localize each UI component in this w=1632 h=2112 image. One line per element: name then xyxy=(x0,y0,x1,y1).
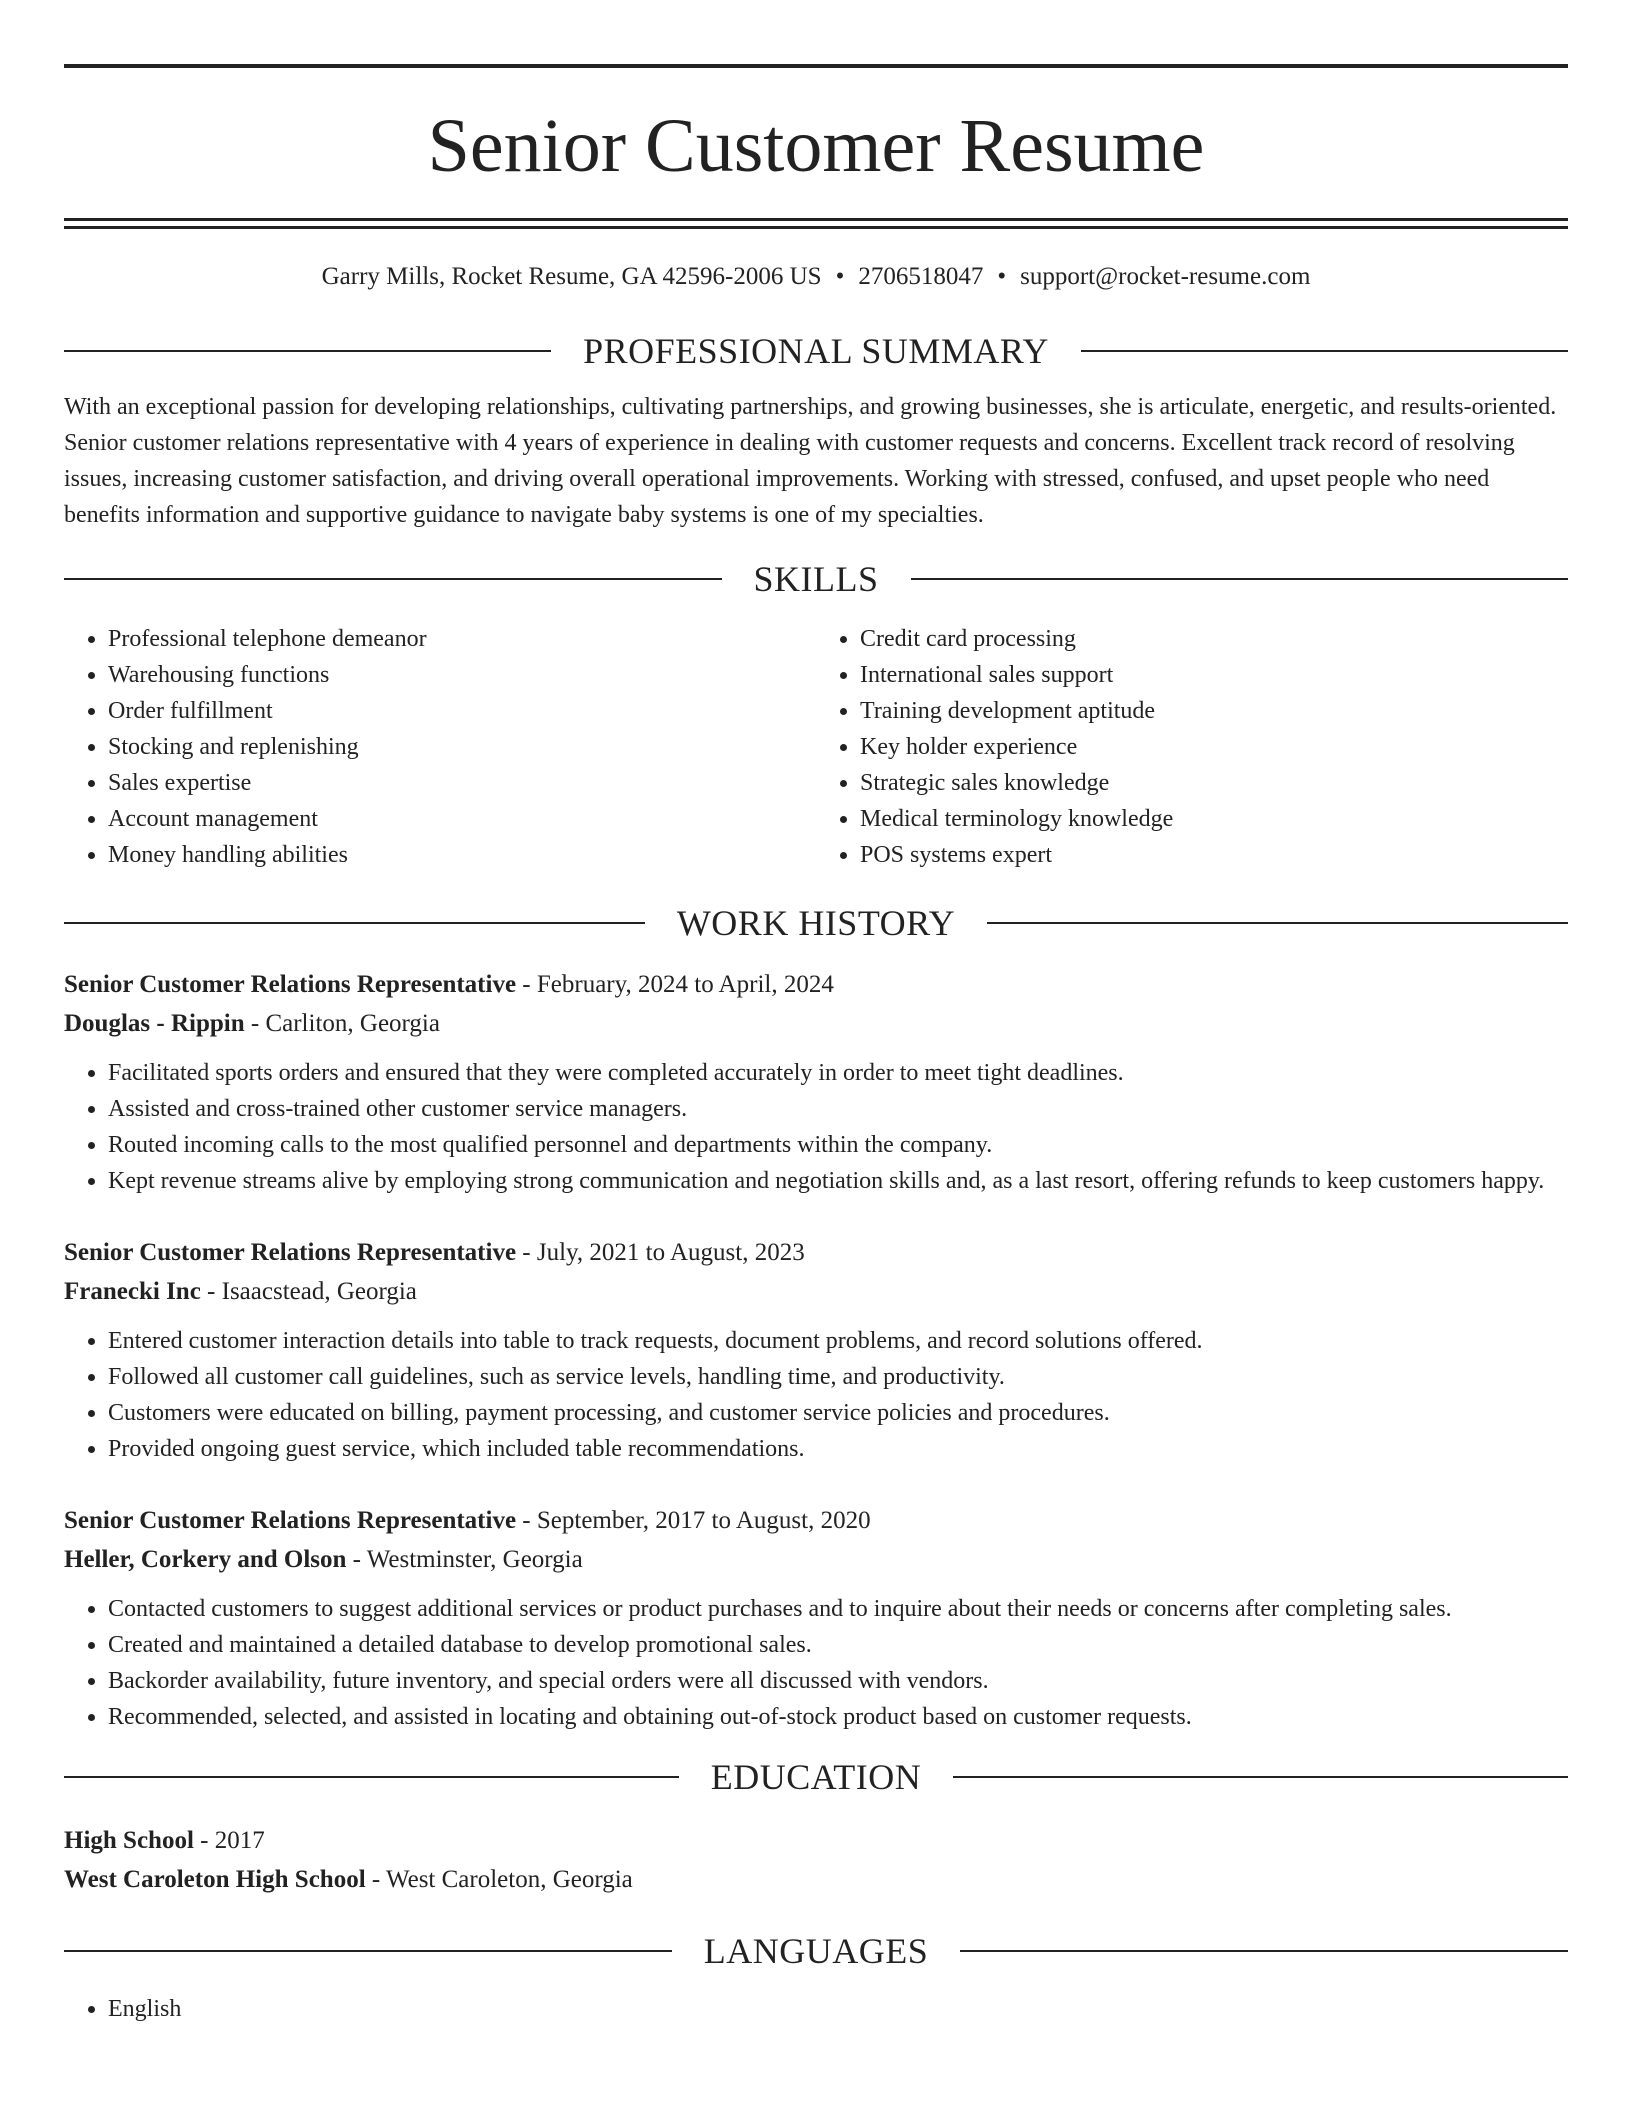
job-location: - Isaacstead, Georgia xyxy=(200,1278,417,1305)
section-rule xyxy=(987,922,1568,924)
skill-item: • Stocking and replenishing xyxy=(108,729,816,765)
job-bullet: • Facilitated sports orders and ensured that they were completed accurately in order to meet tight deadlines. xyxy=(108,1055,1568,1091)
skill-item: • Account management xyxy=(108,801,816,837)
job-bullet: • Followed all customer call guidelines, such as service levels, handling time, and productivity. xyxy=(108,1359,1568,1395)
job-bullet: • Kept revenue streams alive by employing strong communication and negotiation skills and, as a last resort, offering refunds to keep customers happy. xyxy=(108,1163,1568,1199)
section-title: WORK HISTORY xyxy=(676,903,956,943)
skill-item: • Strategic sales knowledge xyxy=(860,765,1568,801)
job-bullet: • Created and maintained a detailed database to develop promotional sales. xyxy=(108,1627,1568,1663)
education-entry xyxy=(64,1821,1568,1899)
job-title-line xyxy=(64,965,1568,1004)
skills-section-header xyxy=(64,557,1568,601)
language-item: • English xyxy=(108,1991,1568,2027)
job-bullet: • Backorder availability, future inventory, and special orders were all discussed with vendors. xyxy=(108,1663,1568,1699)
title-double-rule xyxy=(64,218,1568,229)
section-rule xyxy=(911,578,1569,580)
skill-item: • International sales support xyxy=(860,657,1568,693)
skill-item: • Sales expertise xyxy=(108,765,816,801)
section-title: PROFESSIONAL SUMMARY xyxy=(583,331,1049,371)
education-location: - West Caroleton, Georgia xyxy=(365,1866,633,1893)
job-company-line xyxy=(64,1004,1568,1043)
job-bullet: • Contacted customers to suggest additional services or product purchases and to inquire about their needs or concerns after completing sales. xyxy=(108,1591,1568,1627)
job-location: - Westminster, Georgia xyxy=(346,1546,583,1573)
section-rule xyxy=(64,578,722,580)
contact-separator: • xyxy=(997,263,1007,290)
skill-item: • Warehousing functions xyxy=(108,657,816,693)
job-company: Franecki Inc xyxy=(64,1278,201,1305)
job-bullet: • Customers were educated on billing, payment processing, and customer service policies and procedures. xyxy=(108,1395,1568,1431)
job-company-line xyxy=(64,1540,1568,1579)
section-rule xyxy=(64,1950,672,1952)
contact-line xyxy=(64,261,1568,293)
skill-item: • Money handling abilities xyxy=(108,837,816,873)
skill-item: • Key holder experience xyxy=(860,729,1568,765)
section-rule xyxy=(953,1776,1568,1778)
skills-column-left xyxy=(64,621,816,873)
job-company: Douglas - Rippin xyxy=(64,1010,245,1037)
education-degree: High School xyxy=(64,1827,194,1854)
section-title: LANGUAGES xyxy=(703,1931,929,1971)
education-year: - 2017 xyxy=(193,1827,265,1854)
work-section-header xyxy=(64,901,1568,945)
skill-item: • Professional telephone demeanor xyxy=(108,621,816,657)
job-bullet: • Entered customer interaction details into table to track requests, document problems, and record solutions offered. xyxy=(108,1323,1568,1359)
job-dates: - July, 2021 to August, 2023 xyxy=(516,1239,805,1266)
job-bullet: • Assisted and cross-trained other customer service managers. xyxy=(108,1091,1568,1127)
skill-item: • POS systems expert xyxy=(860,837,1568,873)
job-entry xyxy=(64,1501,1568,1735)
section-rule xyxy=(64,922,645,924)
job-bullets xyxy=(64,1591,1568,1735)
job-title: Senior Customer Relations Representative xyxy=(64,1507,517,1534)
languages-list xyxy=(64,1991,1568,2027)
job-title: Senior Customer Relations Representative xyxy=(64,971,517,998)
languages-section-header xyxy=(64,1929,1568,1973)
section-rule xyxy=(64,1776,679,1778)
job-title-line xyxy=(64,1233,1568,1272)
job-entry xyxy=(64,1233,1568,1467)
job-dates: - February, 2024 to April, 2024 xyxy=(516,971,834,998)
job-bullets xyxy=(64,1055,1568,1199)
job-title-line xyxy=(64,1501,1568,1540)
job-entry xyxy=(64,965,1568,1199)
job-location: - Carliton, Georgia xyxy=(244,1010,440,1037)
job-bullets xyxy=(64,1323,1568,1467)
job-company: Heller, Corkery and Olson xyxy=(64,1546,347,1573)
summary-text: With an exceptional passion for developing relationships, cultivating partnerships, and growing businesses, she is articulate, energetic, and results-oriented. Senior customer relations representative with 4 years of experience in dealing with customer requests and concerns. Excellent track record of resolving issues, increasing customer satisfaction, and driving overall operational improvements. Working with stressed, confused, and upset people who need benefits information and supportive guidance to navigate baby systems is one of my specialties. xyxy=(64,394,1557,528)
top-rule xyxy=(64,64,1568,68)
job-bullet: • Recommended, selected, and assisted in locating and obtaining out-of-stock product based on customer requests. xyxy=(108,1699,1568,1735)
job-bullet: • Provided ongoing guest service, which included table recommendations. xyxy=(108,1431,1568,1467)
job-dates: - September, 2017 to August, 2020 xyxy=(516,1507,871,1534)
section-rule xyxy=(960,1950,1568,1952)
skill-item: • Credit card processing xyxy=(860,621,1568,657)
contact-email: support@rocket-resume.com xyxy=(1020,263,1311,290)
resume-title: Senior Customer Resume xyxy=(427,104,1205,188)
contact-address: Garry Mills, Rocket Resume, GA 42596-2006 US xyxy=(321,263,822,290)
summary-section-header xyxy=(64,329,1568,373)
skill-item: • Order fulfillment xyxy=(108,693,816,729)
job-company-line xyxy=(64,1272,1568,1311)
contact-separator: • xyxy=(835,263,845,290)
education-school: West Caroleton High School xyxy=(64,1866,366,1893)
skill-item: • Training development aptitude xyxy=(860,693,1568,729)
section-rule xyxy=(1081,350,1568,352)
job-title: Senior Customer Relations Representative xyxy=(64,1239,517,1266)
contact-phone: 2706518047 xyxy=(858,263,984,290)
job-bullet: • Routed incoming calls to the most qualified personnel and departments within the company. xyxy=(108,1127,1568,1163)
skill-item: • Medical terminology knowledge xyxy=(860,801,1568,837)
skills-column-right xyxy=(816,621,1568,873)
section-rule xyxy=(64,350,551,352)
section-title: SKILLS xyxy=(753,559,879,599)
education-section-header xyxy=(64,1755,1568,1799)
section-title: EDUCATION xyxy=(710,1757,922,1797)
skills-list xyxy=(64,621,1568,873)
education-school-line xyxy=(64,1860,1568,1899)
education-degree-line xyxy=(64,1821,1568,1860)
